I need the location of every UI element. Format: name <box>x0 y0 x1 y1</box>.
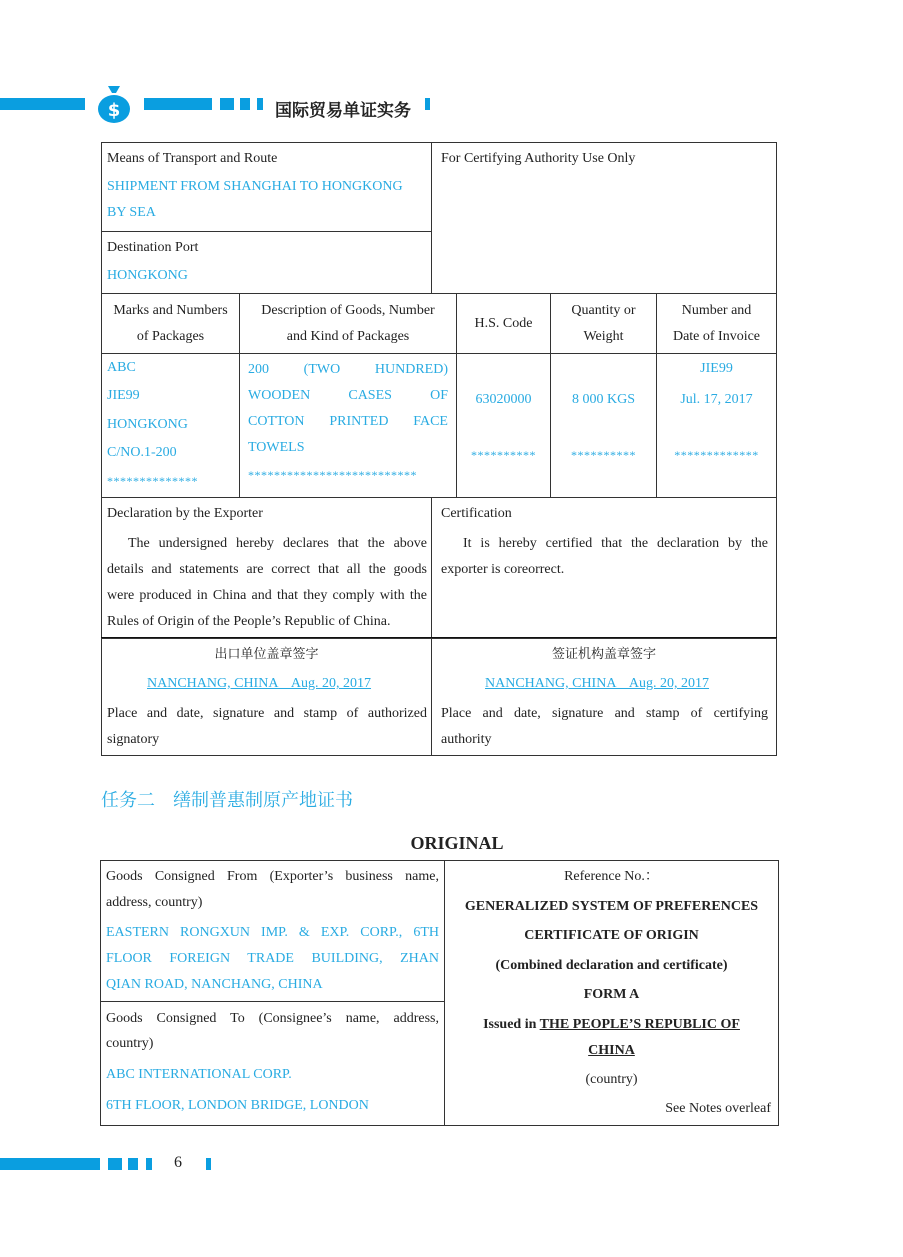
transport-value-line2: BY SEA <box>107 205 156 220</box>
marks-line2: JIE99 <box>107 388 140 403</box>
footer-block-4 <box>206 1158 211 1170</box>
desc-line2: WOODEN CASES OF <box>248 388 448 403</box>
qty-header-line1: Quantity or <box>571 303 636 318</box>
form-a-title: FORM A <box>583 987 640 1002</box>
certificate-of-origin-title: CERTIFICATE OF ORIGIN <box>524 928 699 943</box>
exporter-line1: EASTERN RONGXUN IMP. & EXP. CORP., 6TH <box>106 925 439 940</box>
header-block-4 <box>425 98 430 110</box>
certification-line1: It is hereby certified that the declaration by the <box>463 536 768 551</box>
place-date-left: NANCHANG, CHINA Aug. 20, 2017 <box>147 676 372 691</box>
marks-header-line1: Marks and Numbers <box>113 303 228 318</box>
inv-header-line1: Number and <box>681 303 752 318</box>
hs-header: H.S. Code <box>474 316 533 331</box>
signature-right-line1: Place and date, signature and stamp of certifying <box>441 706 768 721</box>
declaration-line2: details and statements are correct that all the goods <box>107 562 427 577</box>
inv-header-line2: Date of Invoice <box>672 329 761 344</box>
desc-line3: COTTON PRINTED FACE <box>248 414 448 429</box>
issued-in-line <box>444 1012 779 1038</box>
consigned-to-label-line2: country) <box>106 1036 154 1051</box>
invoice-number: JIE99 <box>700 361 733 376</box>
header-title: 国际贸易单证实务 <box>275 101 411 121</box>
destination-label: Destination Port <box>107 240 199 255</box>
place-date-right: NANCHANG, CHINA Aug. 20, 2017 <box>485 676 710 691</box>
desc-stars: ************************** <box>248 468 417 482</box>
consigned-from-label-line2: address, country) <box>106 895 203 910</box>
hs-data-cell <box>456 353 551 498</box>
stamp-left-label: 出口单位盖章签字 <box>214 647 319 662</box>
footer-bar <box>0 1158 100 1170</box>
consigned-from-label-line1: Goods Consigned From (Exporter’s business name, <box>106 869 439 884</box>
footer-block-3 <box>146 1158 152 1170</box>
desc-line4: TOWELS <box>248 440 305 455</box>
header-block-3 <box>257 98 263 110</box>
desc-line1: 200 (TWO HUNDRED) <box>248 362 448 377</box>
task-heading: 任务二 缮制普惠制原产地证书 <box>101 790 353 811</box>
qty-data-cell <box>550 353 657 498</box>
consignee-line2: 6TH FLOOR, LONDON BRIDGE, LONDON <box>106 1098 369 1113</box>
declaration-line1: The undersigned hereby declares that the above <box>128 536 427 551</box>
qty-header <box>550 298 657 350</box>
page-number: 6 <box>174 1154 182 1171</box>
header-block-1 <box>220 98 234 110</box>
certification-title: Certification <box>441 506 512 521</box>
issued-country-line2: CHINA <box>588 1043 635 1058</box>
certification-line2: exporter is coreorrect. <box>441 562 565 577</box>
marks-header-line2: of Packages <box>136 329 205 344</box>
footer-block-2 <box>128 1158 138 1170</box>
svg-text:$: $ <box>107 100 121 121</box>
transport-value-line1: SHIPMENT FROM SHANGHAI TO HONGKONG <box>107 179 403 194</box>
invoice-date: Jul. 17, 2017 <box>680 392 753 407</box>
header-bar-middle <box>144 98 212 110</box>
marks-line1: ABC <box>107 360 136 375</box>
certifying-label: For Certifying Authority Use Only <box>441 151 636 166</box>
marks-line3: HONGKONG <box>107 417 188 432</box>
exporter-line3: QIAN ROAD, NANCHANG, CHINA <box>106 977 323 992</box>
exporter-line2: FLOOR FOREIGN TRADE BUILDING, ZHAN <box>106 951 439 966</box>
marks-stars: ************** <box>107 474 198 488</box>
qty-header-line2: Weight <box>583 329 624 344</box>
marks-header <box>101 298 240 350</box>
declaration-line4: Rules of Origin of the People’s Republic of China. <box>107 614 391 629</box>
see-notes-label: See Notes overleaf <box>665 1101 771 1116</box>
declaration-title: Declaration by the Exporter <box>107 506 263 521</box>
hs-stars: ********** <box>471 448 536 462</box>
reference-number-label: Reference No.： <box>564 869 659 884</box>
consignee-line1: ABC INTERNATIONAL CORP. <box>106 1067 292 1082</box>
money-bag-icon <box>96 82 132 124</box>
footer-block-1 <box>108 1158 122 1170</box>
signature-left-line1: Place and date, signature and stamp of authorized <box>107 706 427 721</box>
issued-country-line1: THE PEOPLE’S REPUBLIC OF <box>539 1017 740 1032</box>
destination-value: HONGKONG <box>107 268 188 283</box>
signature-right-line2: authority <box>441 732 492 747</box>
marks-line4: C/NO.1-200 <box>107 445 177 460</box>
hs-value: 63020000 <box>475 392 532 407</box>
header-block-2 <box>240 98 250 110</box>
inv-header <box>656 298 777 350</box>
combined-declaration-title: (Combined declaration and certificate) <box>495 958 728 973</box>
original-label: ORIGINAL <box>410 833 504 853</box>
header-bar-left <box>0 98 85 110</box>
desc-header-line2: and Kind of Packages <box>286 329 410 344</box>
stamp-right-label: 签证机构盖章签字 <box>551 647 656 662</box>
country-label: (country) <box>585 1072 638 1087</box>
invoice-stars: ************* <box>674 448 759 462</box>
desc-header <box>239 298 457 350</box>
transport-label: Means of Transport and Route <box>107 151 278 166</box>
issued-in-label: Issued in <box>483 1017 537 1032</box>
declaration-line3: were produced in China and that they comply with the <box>107 588 427 603</box>
signature-left-line2: signatory <box>107 732 160 747</box>
desc-header-line1: Description of Goods, Number <box>261 303 435 318</box>
qty-value: 8 000 KGS <box>571 392 635 407</box>
gsp-title: GENERALIZED SYSTEM OF PREFERENCES <box>464 899 759 914</box>
qty-stars: ********** <box>571 448 636 462</box>
consigned-to-label-line1: Goods Consigned To (Consignee’s name, address, <box>106 1011 439 1026</box>
